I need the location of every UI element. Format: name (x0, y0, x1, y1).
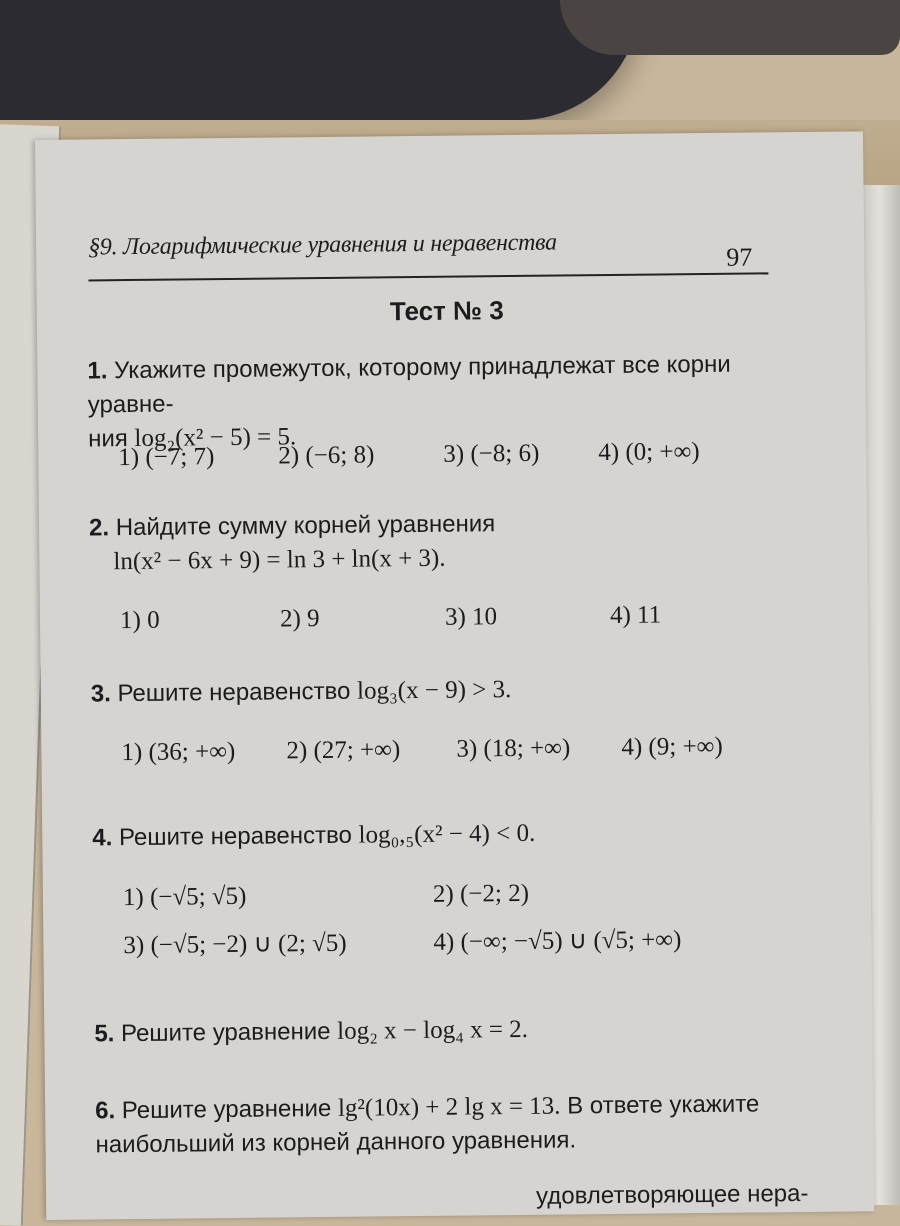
option[interactable]: 2) (−6; 8) (278, 441, 375, 470)
question-6 (95, 1087, 816, 1163)
question-text-continued: ния (87, 424, 135, 453)
question-text: Укажите промежуток, которому принадлежат все корни уравне- (87, 350, 731, 419)
option[interactable]: 3) 10 (444, 603, 498, 631)
page-number: 97 (726, 242, 753, 272)
option[interactable]: 1) 0 (119, 606, 160, 635)
equation: ln(x² − 6x + 9) = ln 3 + ln(x + 3). (113, 544, 446, 576)
inequality: log₃(x − 9) > 3. (356, 676, 512, 705)
test-title: Тест № 3 (389, 295, 504, 327)
question-number: 6. (95, 1097, 116, 1125)
cut-off-line (536, 1177, 836, 1214)
equation: log₂ x − log₄ x = 2. (337, 1015, 529, 1045)
option[interactable]: 4) (9; +∞) (621, 732, 723, 761)
option[interactable]: 1) (−√5; √5) (122, 882, 247, 912)
question-5 (94, 1010, 794, 1051)
option[interactable]: 3) (18; +∞) (456, 734, 571, 763)
question-text: Решите неравенство (117, 677, 358, 708)
question-text-continued: наибольший из корней данного уравнения. (95, 1126, 577, 1159)
option[interactable]: 4) (−∞; −√5) ∪ (√5; +∞) (433, 926, 682, 956)
equation: log₂(x² − 5) = 5. (134, 423, 297, 452)
option[interactable]: 1) (−7; 7) (118, 443, 215, 472)
option[interactable]: 4) (0; +∞) (598, 438, 700, 467)
fabric-fold (560, 0, 900, 55)
question-text-after: В ответе укажите (560, 1090, 760, 1120)
equation: lg²(10x) + 2 lg x = 13. (337, 1092, 561, 1122)
question-text: Решите неравенство (118, 821, 359, 852)
dark-fabric (0, 0, 640, 120)
question-text: Найдите сумму корней уравнения (115, 510, 496, 542)
option[interactable]: 2) (27; +∞) (286, 736, 401, 765)
question-number: 4. (92, 824, 113, 852)
question-number: 5. (94, 1020, 115, 1048)
option[interactable]: 3) (−8; 6) (443, 439, 540, 468)
inequality: log₀,₅(x² − 4) < 0. (358, 819, 536, 849)
question-number: 3. (90, 680, 111, 708)
option[interactable]: 4) 11 (609, 601, 662, 630)
question-2 (89, 504, 790, 579)
question-4 (92, 814, 792, 855)
section-header: §9. Логарифмические уравнения и неравенства (87, 229, 557, 261)
question-text: Решите уравнение (120, 1017, 338, 1048)
header-rule (88, 272, 768, 281)
option[interactable]: 1) (36; +∞) (121, 737, 236, 767)
question-number: 2. (88, 514, 110, 542)
book-page (35, 131, 874, 1220)
question-text: Решите уравнение (121, 1094, 339, 1125)
partial-text: удовлетворяющее нера- (535, 1179, 809, 1210)
option[interactable]: 2) 9 (279, 605, 320, 633)
question-number: 1. (87, 357, 108, 385)
option[interactable]: 2) (−2; 2) (432, 879, 530, 908)
option[interactable]: 3) (−√5; −2) ∪ (2; √5) (123, 929, 347, 960)
question-3 (91, 670, 791, 711)
